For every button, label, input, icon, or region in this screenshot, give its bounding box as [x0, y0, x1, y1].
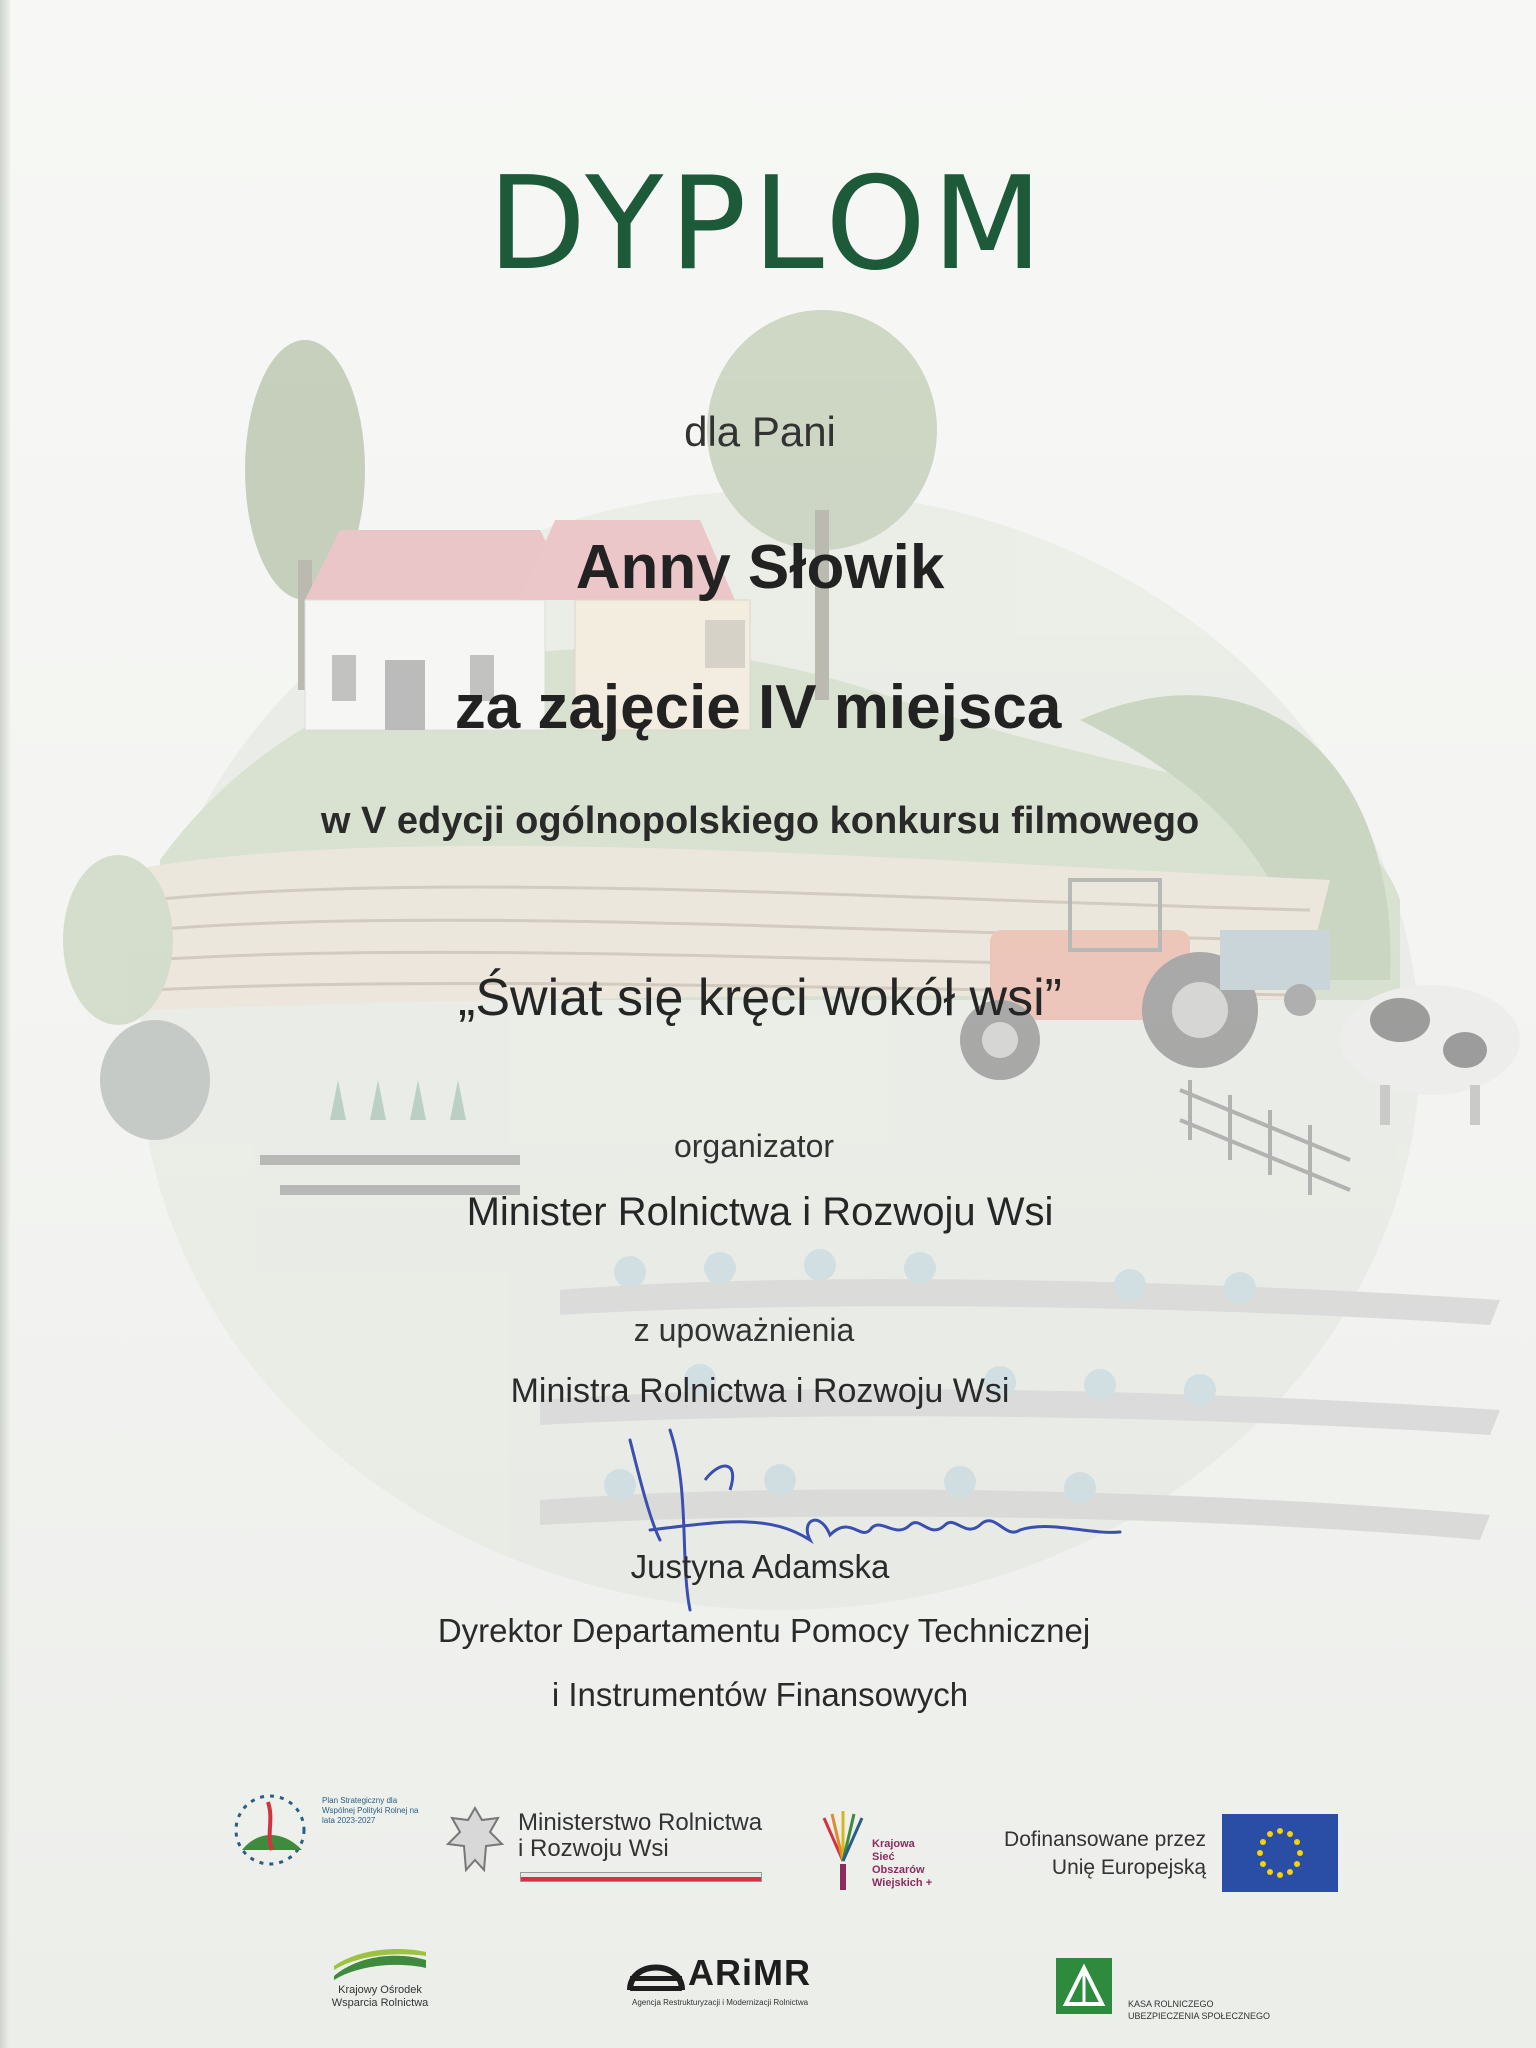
eu-line1: Dofinansowane przez — [1004, 1828, 1206, 1851]
eu-flag — [1222, 1814, 1338, 1892]
ministry-name-line1: Ministerstwo Rolnictwa — [518, 1809, 763, 1836]
organizer-label: organizator — [673, 1128, 835, 1164]
krus-emblem-icon — [1056, 1958, 1112, 2014]
ministry-name — [518, 1810, 762, 1862]
kowr-line1: Krajowy Ośrodek — [338, 1984, 422, 1996]
kowr-line2: Wsparcia Rolnictwa — [331, 1997, 429, 2009]
placement: za zajęcie IV miejsca — [454, 673, 1062, 742]
recipient-name: Anny Słowik — [575, 533, 945, 602]
ministry-logo — [440, 1800, 780, 1890]
signer-position-line1: Dyrektor Departamentu Pomocy Technicznej — [437, 1612, 1091, 1649]
contest-edition: w V edycji ogólnopolskiego konkursu filmowego — [320, 800, 1200, 842]
ksow-line3: Obszarów — [872, 1864, 925, 1876]
krus-line2: UBEZPIECZENIA SPOŁECZNEGO — [1128, 2011, 1271, 2021]
krus-line1: KASA ROLNICZEGO — [1128, 1999, 1214, 2009]
organizer-name: Minister Rolnictwa i Rozwoju Wsi — [466, 1190, 1054, 1234]
eu-funding-text — [966, 1826, 1206, 1882]
kowr-fields-icon — [330, 1946, 430, 1982]
bush — [100, 1020, 210, 1140]
psp-emblem-icon — [228, 1790, 318, 1870]
authorization-name: Ministra Rolnictwa i Rozwoju Wsi — [510, 1372, 1010, 1410]
recipient-intro: dla Pani — [684, 408, 836, 455]
signer-position-line2: i Instrumentów Finansowych — [551, 1676, 969, 1713]
eu-line2: Unię Europejską — [1051, 1856, 1206, 1879]
ksow-text — [872, 1838, 932, 1890]
ksow-line2: Sieć — [872, 1851, 895, 1863]
ministry-flag-bar — [520, 1872, 762, 1882]
arimr-name: ARiMR — [688, 1952, 811, 1993]
krus-text — [1128, 1998, 1270, 2022]
arimr-subtitle: Agencja Restrukturyzacji i Modernizacji Rolnictwa — [632, 1998, 809, 2007]
krus-logo — [1056, 1958, 1296, 2021]
ksow-line4: Wiejskich + — [872, 1877, 933, 1889]
contest-name: „Świat się kręci wokół wsi” — [458, 969, 1062, 1027]
signer-name: Justyna Adamska — [630, 1548, 890, 1585]
arimr-arch-icon — [626, 1950, 686, 1994]
authorization-label: z upoważnienia — [633, 1312, 855, 1348]
handwritten-signature — [610, 1420, 1130, 1620]
ksow-fan-icon — [816, 1806, 870, 1896]
ministry-name-line2: i Rozwoju Wsi — [518, 1835, 669, 1862]
psp-logo — [228, 1790, 418, 1870]
polish-eagle-icon — [440, 1800, 510, 1880]
arimr-logo — [626, 1950, 858, 2014]
kowr-text — [330, 1984, 430, 2010]
diploma-title: DYPLOM — [487, 150, 1049, 299]
ksow-line1: Krajowa — [872, 1838, 915, 1850]
barn-window — [705, 620, 745, 668]
psp-text: Plan Strategiczny dla Wspólnej Polityki Rolnej na lata 2023-2027 — [322, 1796, 419, 1825]
kowr-logo — [330, 1946, 430, 2010]
eu-stars-icon — [1222, 1814, 1338, 1892]
ksow-logo — [816, 1806, 956, 1896]
